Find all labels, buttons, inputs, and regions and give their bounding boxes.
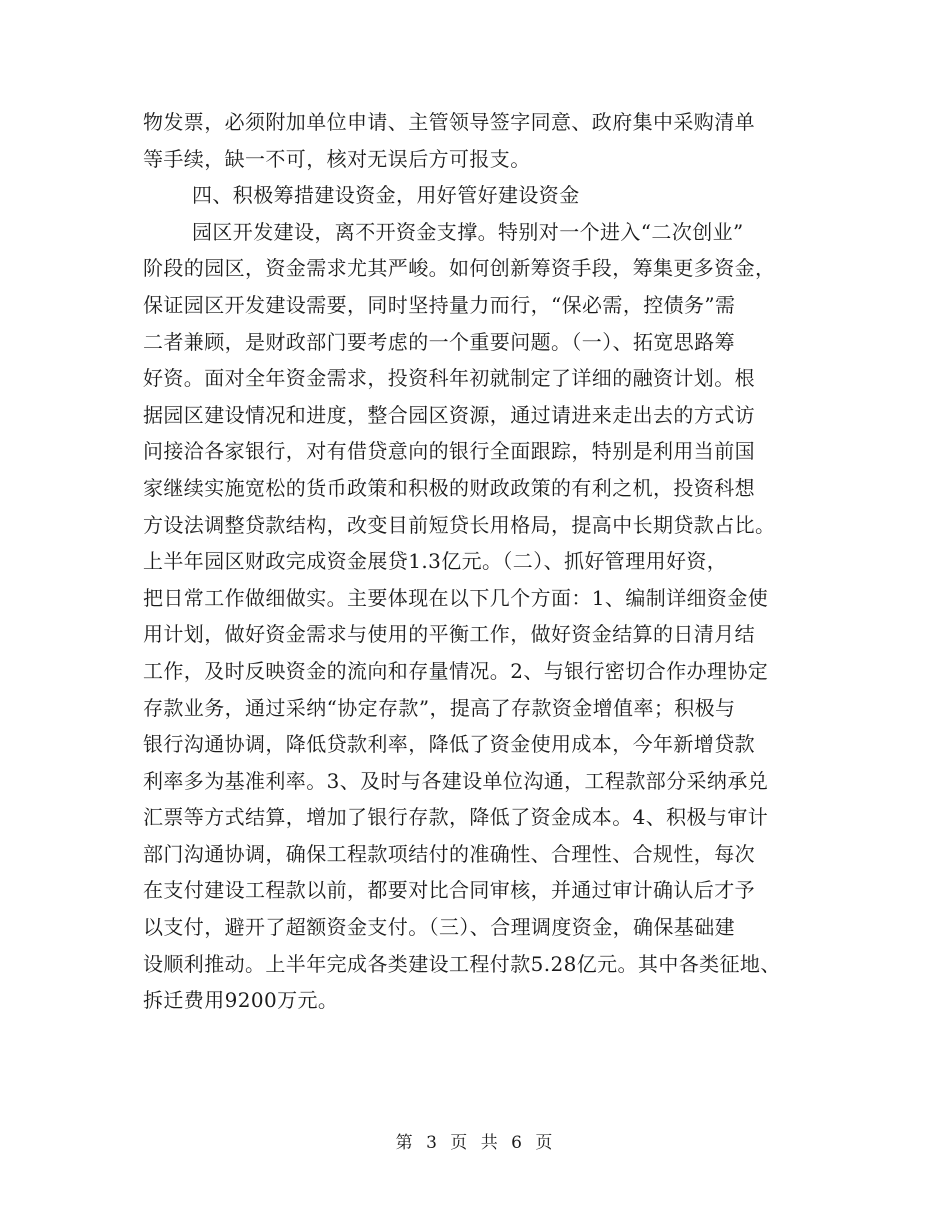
text-line: 利率多为基准利率。3、及时与各建设单位沟通，工程款部分采纳承兑: [143, 768, 769, 793]
text-line: 部门沟通协调，确保工程款项结付的准确性、合理性、合规性，每次: [143, 841, 755, 866]
text-line: 银行沟通协调，降低贷款利率，降低了资金使用成本，今年新增贷款: [143, 732, 755, 757]
text-line: 在支付建设工程款以前，都要对比合同审核，并通过审计确认后才予: [143, 878, 755, 903]
text-line: 方设法调整贷款结构，改变目前短贷长用格局，提高中长期贷款占比。: [143, 512, 776, 537]
section-heading: 四、积极筹措建设资金，用好管好建设资金: [192, 183, 580, 208]
text-line: 以支付，避开了超额资金支付。（三）、合理调度资金，确保基础建: [143, 915, 735, 940]
text-line: 用计划，做好资金需求与使用的平衡工作，做好资金结算的日清月结: [143, 622, 755, 647]
text-line: 阶段的园区，资金需求尤其严峻。如何创新筹资手段，筹集更多资金，: [143, 256, 776, 281]
text-line: 保证园区开发建设需要，同时坚持量力而行，“保必需，控债务”需: [143, 292, 736, 317]
text-line: 把日常工作做细做实。主要体现在以下几个方面：1、编制详细资金使: [143, 585, 769, 610]
document-body: [143, 104, 823, 1019]
text-line: 据园区建设情况和进度，整合园区资源，通过请进来走出去的方式访: [143, 402, 755, 427]
text-line: 等手续，缺一不可，核对无误后方可报支。: [143, 146, 531, 171]
text-line: 园区开发建设，离不开资金支撑。特别对一个进入“二次创业”: [192, 219, 744, 244]
text-line: 物发票，必须附加单位申请、主管领导签字同意、政府集中采购清单: [143, 110, 755, 134]
page-number-footer: 第 3 页 共 6 页: [395, 1133, 555, 1153]
text-line: 二者兼顾，是财政部门要考虑的一个重要问题。（一）、拓宽思路筹: [143, 329, 735, 354]
text-line: 存款业务，通过采纳“协定存款”，提高了存款资金增值率；积极与: [143, 695, 736, 720]
text-line: 好资。面对全年资金需求，投资科年初就制定了详细的融资计划。根: [143, 366, 755, 391]
text-line: 上半年园区财政完成资金展贷1.3亿元。（二）、抓好管理用好资，: [143, 549, 728, 574]
text-line: 问接洽各家银行，对有借贷意向的银行全面跟踪，特别是利用当前国: [143, 439, 755, 464]
text-line: 汇票等方式结算，增加了银行存款，降低了资金成本。4、积极与审计: [143, 805, 769, 830]
text-line: 家继续实施宽松的货币政策和积极的财政政策的有利之机，投资科想: [143, 475, 755, 500]
text-line: 拆迁费用9200万元。: [143, 988, 339, 1013]
text-line: 工作，及时反映资金的流向和存量情况。2、与银行密切合作办理协定: [143, 658, 769, 683]
text-line: 设顺利推动。上半年完成各类建设工程付款5.28亿元。其中各类征地、: [143, 951, 781, 976]
